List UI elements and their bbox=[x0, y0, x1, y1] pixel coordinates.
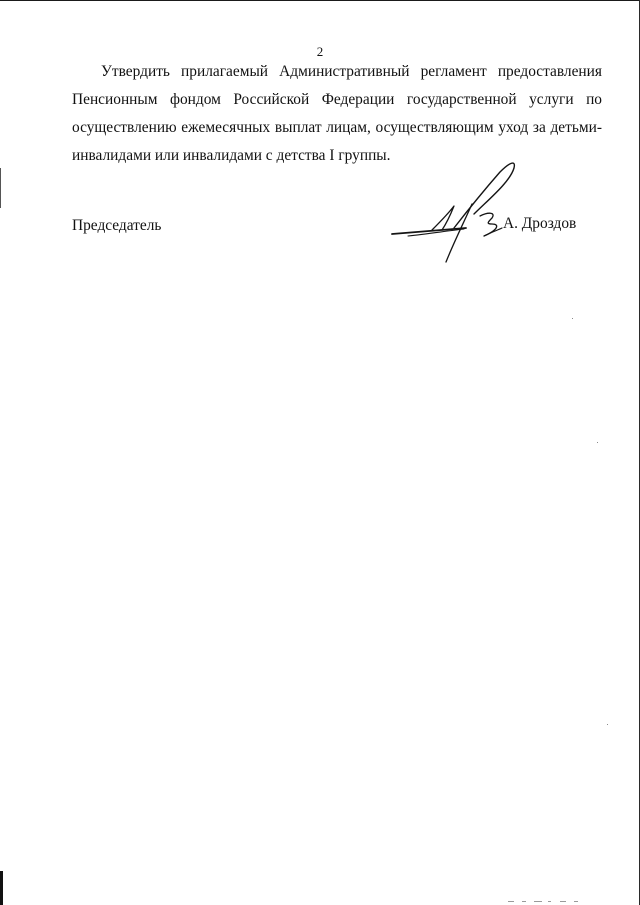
resolution-paragraph: Утвердить прилагаемый Административный регламент предоставления Пенсионным фондом Российской Федерации государственной услуги по осуществлению ежемесячных выплат лицам, осуществляющим уход за детьми-инвалидами или инвалидами с детства I группы. bbox=[72, 63, 602, 164]
handwritten-signature bbox=[388, 158, 528, 266]
signatory-name: А. Дроздов bbox=[503, 215, 577, 232]
signatory-title: Председатель bbox=[72, 217, 162, 234]
scan-edge-top bbox=[0, 0, 640, 1]
scan-speck bbox=[572, 318, 573, 319]
page-number: 2 bbox=[316, 44, 324, 59]
scan-speck bbox=[607, 724, 608, 725]
scan-bottom-marks bbox=[508, 900, 588, 903]
scan-corner-mark bbox=[0, 871, 6, 905]
scan-speck bbox=[597, 442, 598, 443]
scan-edge-left bbox=[0, 168, 1, 208]
